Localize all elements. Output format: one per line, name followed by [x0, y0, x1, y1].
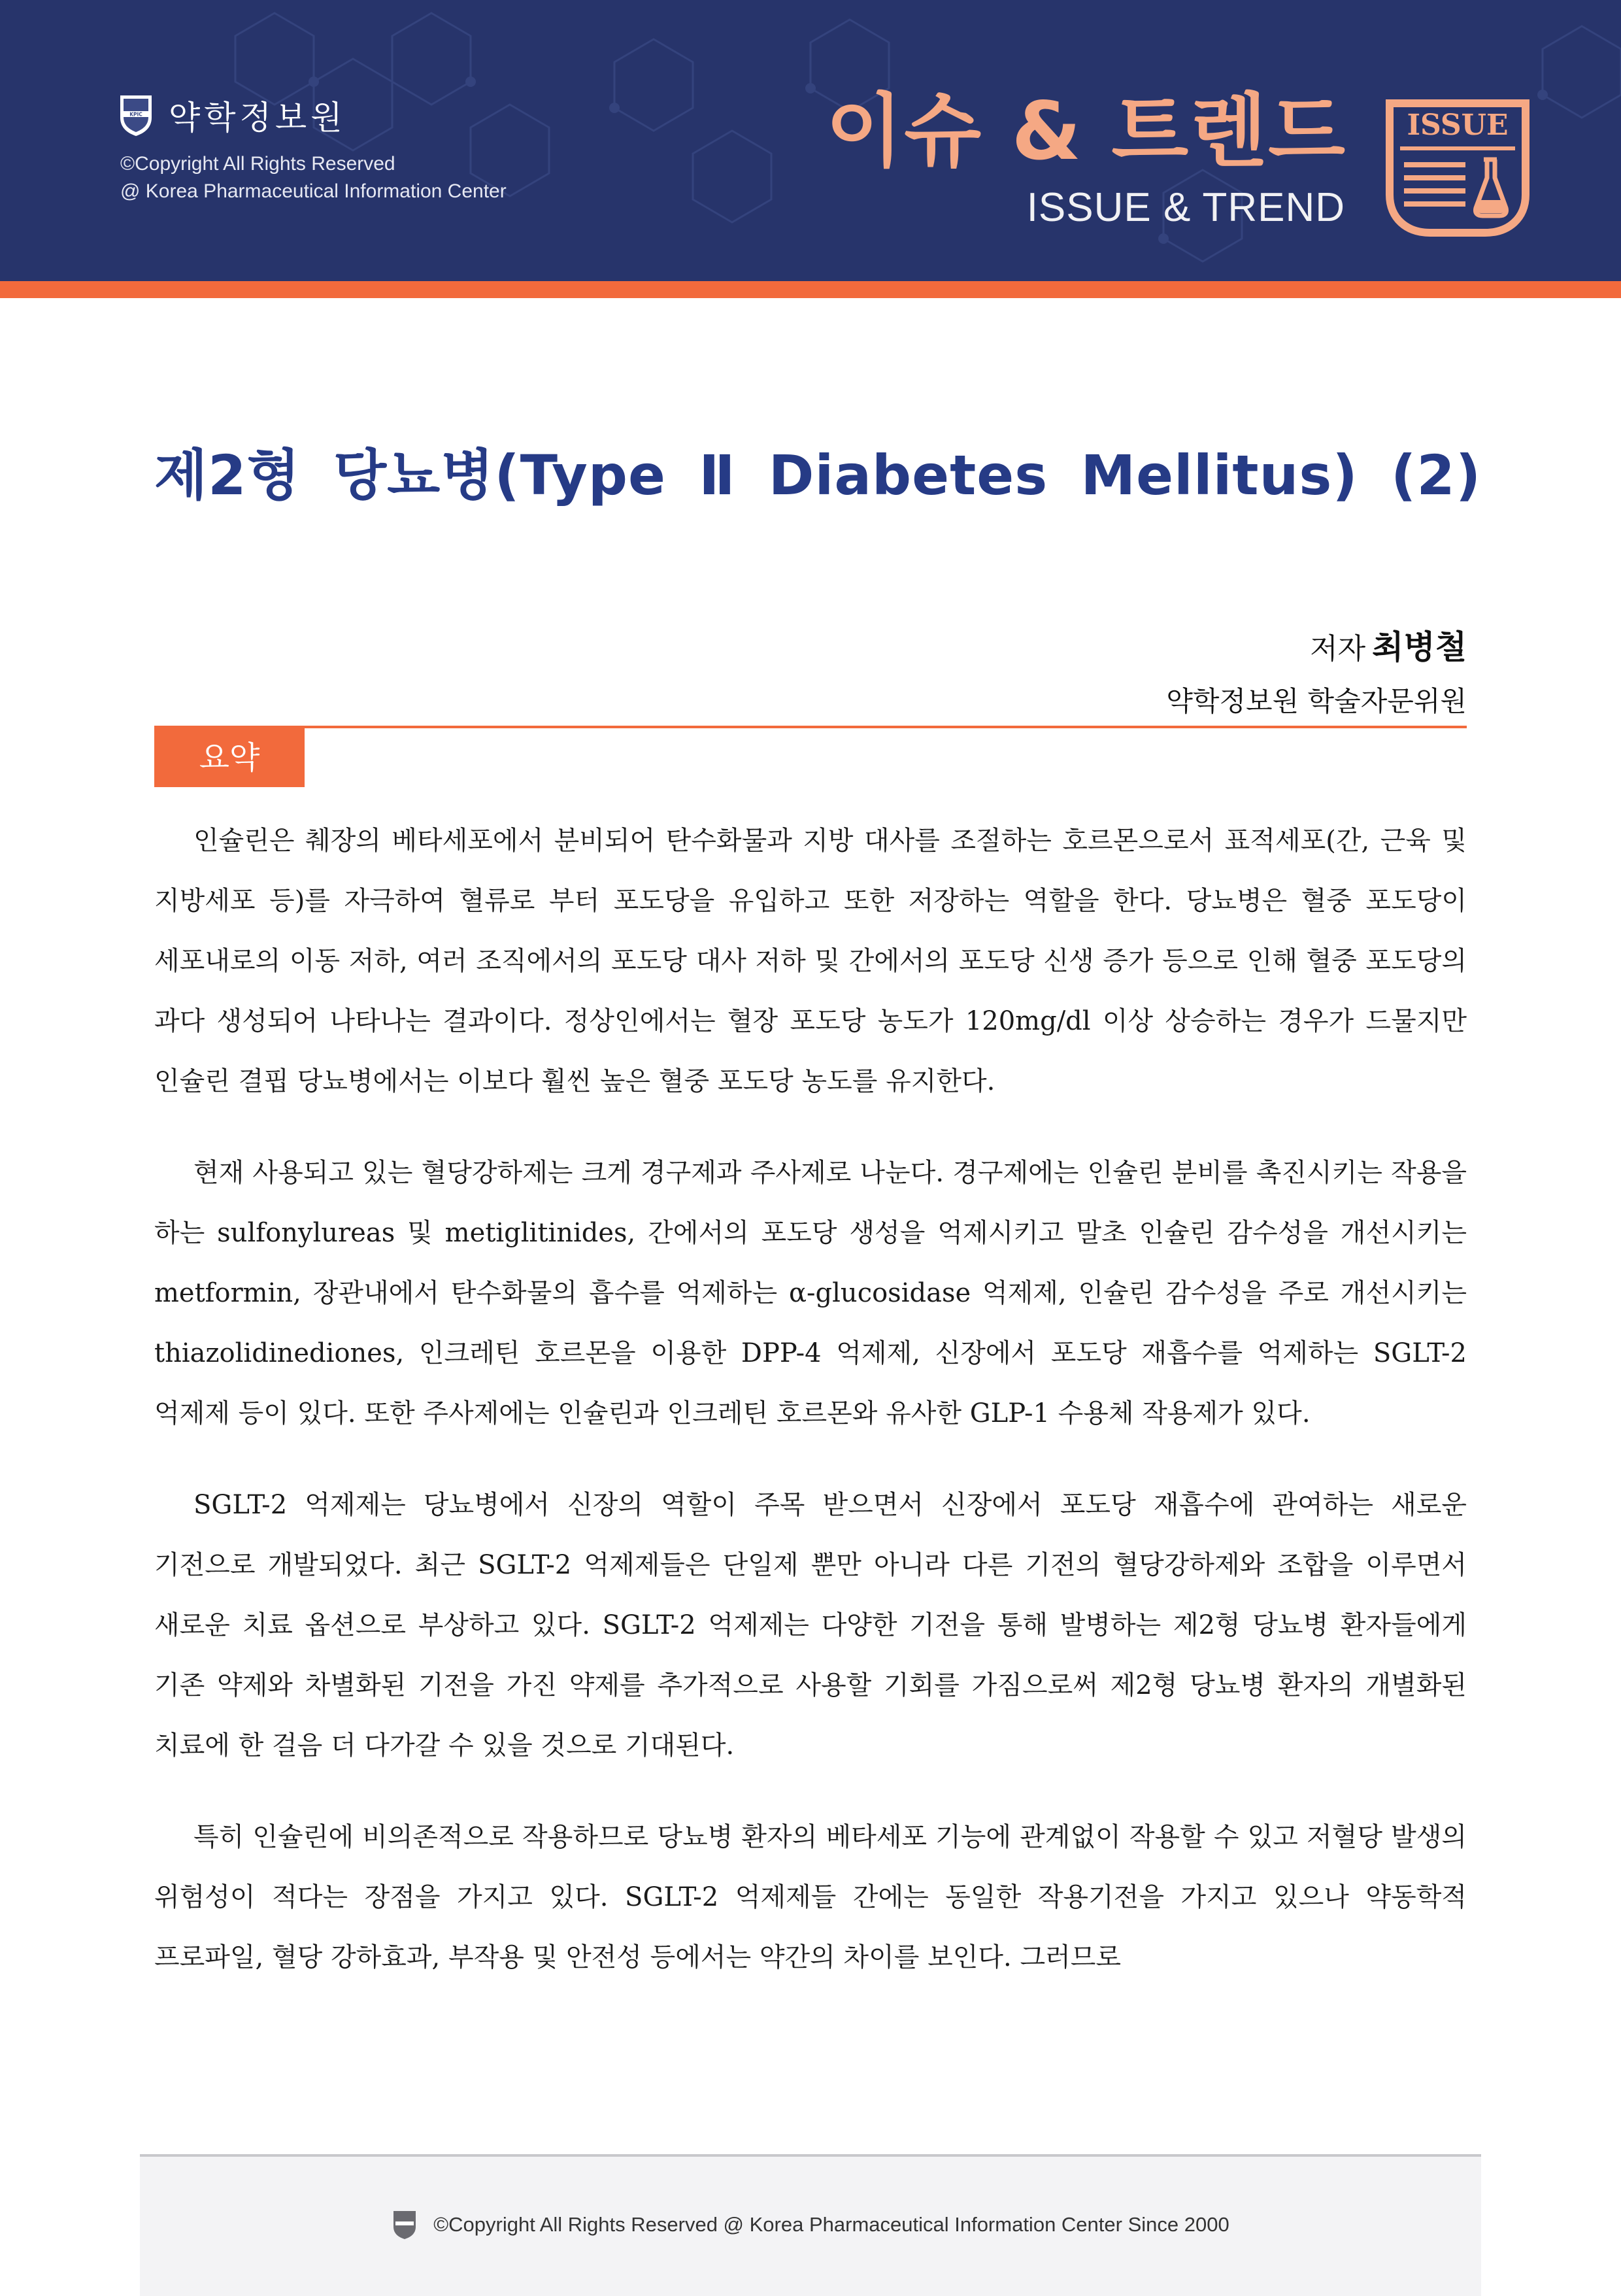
paragraph: SGLT-2 억제제는 당뇨병에서 신장의 역할이 주목 받으면서 신장에서 포도당 재흡수에 관여하는 새로운 기전으로 개발되었다. 최근 SGLT-2 억제제들은 단일제 뿐만 아니라 다른 기전의 혈당강하제와 조합을 이루면서 새로운 치료 옵션으로 부상하고 있다. SGLT-2 억제제는 다양한 기전을 통해 발병하는 제2형 당뇨병 환자들에게 기존 약제와 차별화된 기전을 가진 약제를 추가적으로 사용할 기회를 가짐으로써 제2형 당뇨병 환자의 개별화된 치료에 한 걸음 더 다가갈 수 있을 것으로 기대된다.: [154, 1490, 1467, 1761]
hexagon-pattern: [0, 0, 1621, 281]
summary-divider: [154, 726, 1467, 728]
issue-badge-icon: [1380, 97, 1535, 241]
author-line: [1310, 621, 1467, 668]
org-logo: [118, 92, 346, 139]
author-label: 저자: [1310, 632, 1366, 666]
kpic-shield-icon: [118, 93, 154, 137]
paragraph: 특히 인슐린에 비의존적으로 작용하므로 당뇨병 환자의 베타세포 기능에 관계없이 작용할 수 있고 저혈당 발생의 위험성이 적다는 장점을 가지고 있다. SGLT-2 억제제들 간에는 동일한 작용기전을 가지고 있으나 약동학적 프로파일, 혈당 강하효과, 부작용 및 안전성 등에서는 약간의 차이를 보인다. 그러므로: [154, 1822, 1467, 1972]
header-banner: [0, 0, 1621, 281]
section-title: 이슈 & 트렌드: [826, 85, 1346, 178]
badge-label: ISSUE: [1407, 109, 1509, 142]
author-role: 약학정보원 학술자문위원: [1166, 685, 1467, 717]
paragraph: 인슐린은 췌장의 베타세포에서 분비되어 탄수화물과 지방 대사를 조절하는 호르몬으로서 표적세포(간, 근육 및 지방세포 등)를 자극하여 혈류로 부터 포도당을 유입하고 또한 저장하는 역할을 한다. 당뇨병은 혈중 포도당이 세포내로의 이동 저하, 여러 조직에서의 포도당 대사 저하 및 간에서의 포도당 신생 증가 등으로 인해 혈중 포도당의 과다 생성되어 나타나는 결과이다. 정상인에서는 혈장 포도당 농도가 120mg/dl 이상 상승하는 경우가 드물지만 인슐린 결핍 당뇨병에서는 이보다 훨씬 높은 혈중 포도당 농도를 유지한다.: [154, 826, 1467, 1096]
org-name: 약학정보원: [169, 99, 346, 137]
paragraph: 현재 사용되고 있는 혈당강하제는 크게 경구제과 주사제로 나눈다. 경구제에는 인슐린 분비를 촉진시키는 작용을 하는 sulfonylureas 및 metiglitinides, 간에서의 포도당 생성을 억제시키고 말초 인슐린 감수성을 개선시키는 metformin, 장관내에서 탄수화물의 흡수를 억제하는 α-glucosidase 억제제, 인슐린 감수성을 주로 개선시키는 thiazolidinediones, 인크레틴 호르몬을 이용한 DPP-4 억제제, 신장에서 포도당 재흡수를 억제하는 SGLT-2 억제제 등이 있다. 또한 주사제에는 인슐린과 인크레틴 호르몬와 유사한 GLP-1 수용체 작용제가 있다.: [154, 1158, 1467, 1428]
header-accent-stripe: [0, 281, 1621, 298]
logo-text: KPIC: [129, 111, 142, 118]
summary-body: [154, 811, 1467, 2019]
page-footer: [140, 2154, 1481, 2296]
kpic-shield-icon: [392, 2209, 418, 2240]
section-subtitle: ISSUE & TREND: [1026, 185, 1345, 230]
footer-copyright: ©Copyright All Rights Reserved @ Korea Pharmaceutical Information Center Since 2000: [433, 2213, 1229, 2236]
header-copyright-line1: ©Copyright All Rights Reserved: [120, 153, 395, 175]
author-name: 최병철: [1372, 628, 1467, 666]
header-copyright-line2: @ Korea Pharmaceutical Information Center: [120, 180, 507, 202]
summary-heading: 요약: [154, 728, 305, 787]
page-title: 제2형 당뇨병(Type Ⅱ Diabetes Mellitus) (2): [154, 443, 1482, 507]
